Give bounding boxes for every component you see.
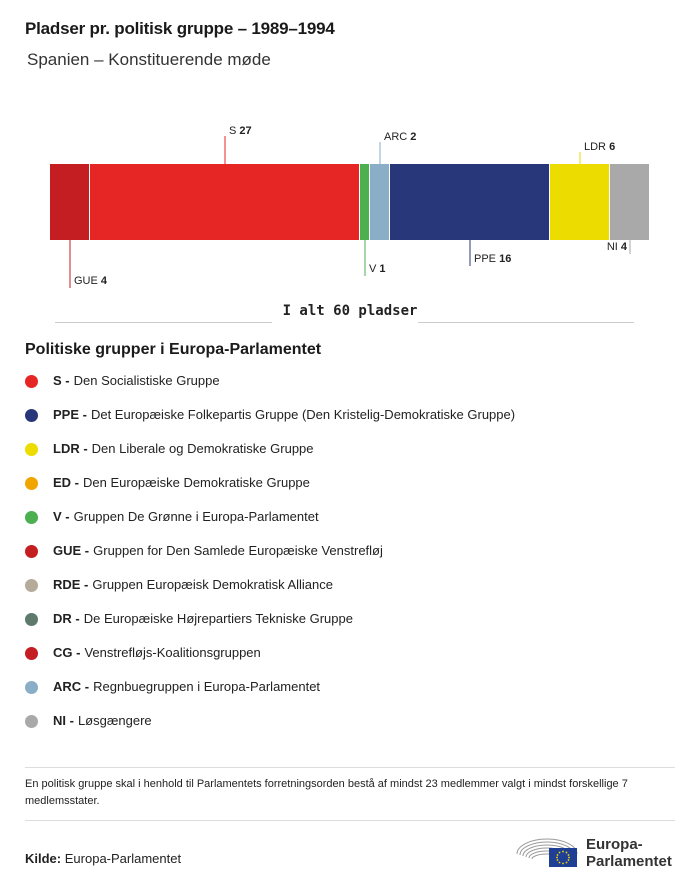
bar-segment-arc	[370, 164, 389, 240]
legend-code: RDE -	[53, 577, 89, 592]
ep-logo-text	[586, 836, 672, 870]
total-divider-left	[55, 322, 272, 323]
legend-name: Gruppen for Den Samlede Europæiske Venstrefløj	[93, 543, 383, 558]
legend-item-v	[25, 506, 515, 540]
legend-name: Regnbuegruppen i Europa-Parlamentet	[93, 679, 321, 694]
legend-item-s	[25, 370, 515, 404]
legend-dot-icon	[25, 579, 38, 592]
bar-segment-s	[90, 164, 359, 240]
bar-label-arc: ARC 2	[384, 131, 417, 143]
legend-code: ED -	[53, 475, 79, 490]
legend-name: De Europæiske Højrepartiers Tekniske Gruppe	[83, 611, 353, 626]
bar-label-ldr: LDR 6	[584, 141, 616, 153]
legend-item-ni	[25, 710, 515, 744]
legend-dot-icon	[25, 443, 38, 456]
legend-title: Politiske grupper i Europa-Parlamentet	[25, 341, 322, 358]
bar-label-ppe: PPE 16	[474, 253, 512, 265]
legend-name: Gruppen De Grønne i Europa-Parlamentet	[73, 509, 319, 524]
source-line	[25, 851, 181, 866]
legend-code: DR -	[53, 611, 80, 626]
bar-label-s: S 27	[229, 125, 252, 137]
total-seats-label: I alt 60 pladser	[282, 303, 418, 319]
bar-segment-ldr	[550, 164, 609, 240]
legend-name: Den Europæiske Demokratiske Gruppe	[83, 475, 310, 490]
legend	[25, 370, 515, 744]
source-value: Europa-Parlamentet	[64, 851, 182, 866]
legend-dot-icon	[25, 409, 38, 422]
source-divider	[25, 820, 675, 821]
legend-dot-icon	[25, 477, 38, 490]
bar-segment-ppe	[390, 164, 549, 240]
legend-code: S -	[53, 373, 70, 388]
legend-code: GUE -	[53, 543, 90, 558]
legend-item-dr	[25, 608, 515, 642]
legend-code: LDR -	[53, 441, 88, 456]
legend-dot-icon	[25, 681, 38, 694]
legend-name: Det Europæiske Folkepartis Gruppe (Den Kristelig-Demokratiske Gruppe)	[90, 407, 516, 422]
bar-label-ni: NI 4	[606, 241, 627, 253]
bar-segment-gue	[50, 164, 89, 240]
legend-dot-icon	[25, 545, 38, 558]
bar-segment-v	[360, 164, 369, 240]
legend-item-cg	[25, 642, 515, 676]
legend-code: CG -	[53, 645, 81, 660]
legend-code: NI -	[53, 713, 74, 728]
legend-name: Venstrefløjs-Koalitionsgruppen	[84, 645, 261, 660]
legend-dot-icon	[25, 511, 38, 524]
stacked-bar-chart	[0, 110, 700, 310]
footnote: En politisk gruppe skal i henhold til Parlamentets forretningsorden bestå af mindst 23 medlemmer valgt i mindst forskellige 7 medlemsstater.	[25, 778, 628, 807]
legend-code: V -	[53, 509, 70, 524]
legend-code: PPE -	[53, 407, 87, 422]
chart-title: Pladser pr. politisk gruppe – 1989–1994	[25, 19, 335, 38]
legend-name: Den Socialistiske Gruppe	[73, 373, 220, 388]
legend-item-rde	[25, 574, 515, 608]
legend-dot-icon	[25, 647, 38, 660]
legend-dot-icon	[25, 375, 38, 388]
legend-item-ed	[25, 472, 515, 506]
legend-name: Løsgængere	[77, 713, 152, 728]
bar-label-v: V 1	[369, 263, 386, 275]
chart-subtitle: Spanien – Konstituerende møde	[27, 50, 271, 69]
bar-segment-ni	[610, 164, 649, 240]
legend-item-ldr	[25, 438, 515, 472]
footer-divider	[25, 767, 675, 768]
legend-item-arc	[25, 676, 515, 710]
bar-label-gue: GUE 4	[74, 275, 108, 287]
legend-dot-icon	[25, 715, 38, 728]
logo-line-1: Europa-	[586, 836, 643, 853]
legend-name: Den Liberale og Demokratiske Gruppe	[91, 441, 314, 456]
legend-name: Gruppen Europæisk Demokratisk Alliance	[92, 577, 333, 592]
legend-item-ppe	[25, 404, 515, 438]
legend-dot-icon	[25, 613, 38, 626]
logo-line-2: Parlamentet	[586, 853, 672, 870]
legend-code: ARC -	[53, 679, 90, 694]
legend-item-gue	[25, 540, 515, 574]
total-divider-right	[418, 322, 634, 323]
source-label: Kilde:	[25, 851, 62, 866]
